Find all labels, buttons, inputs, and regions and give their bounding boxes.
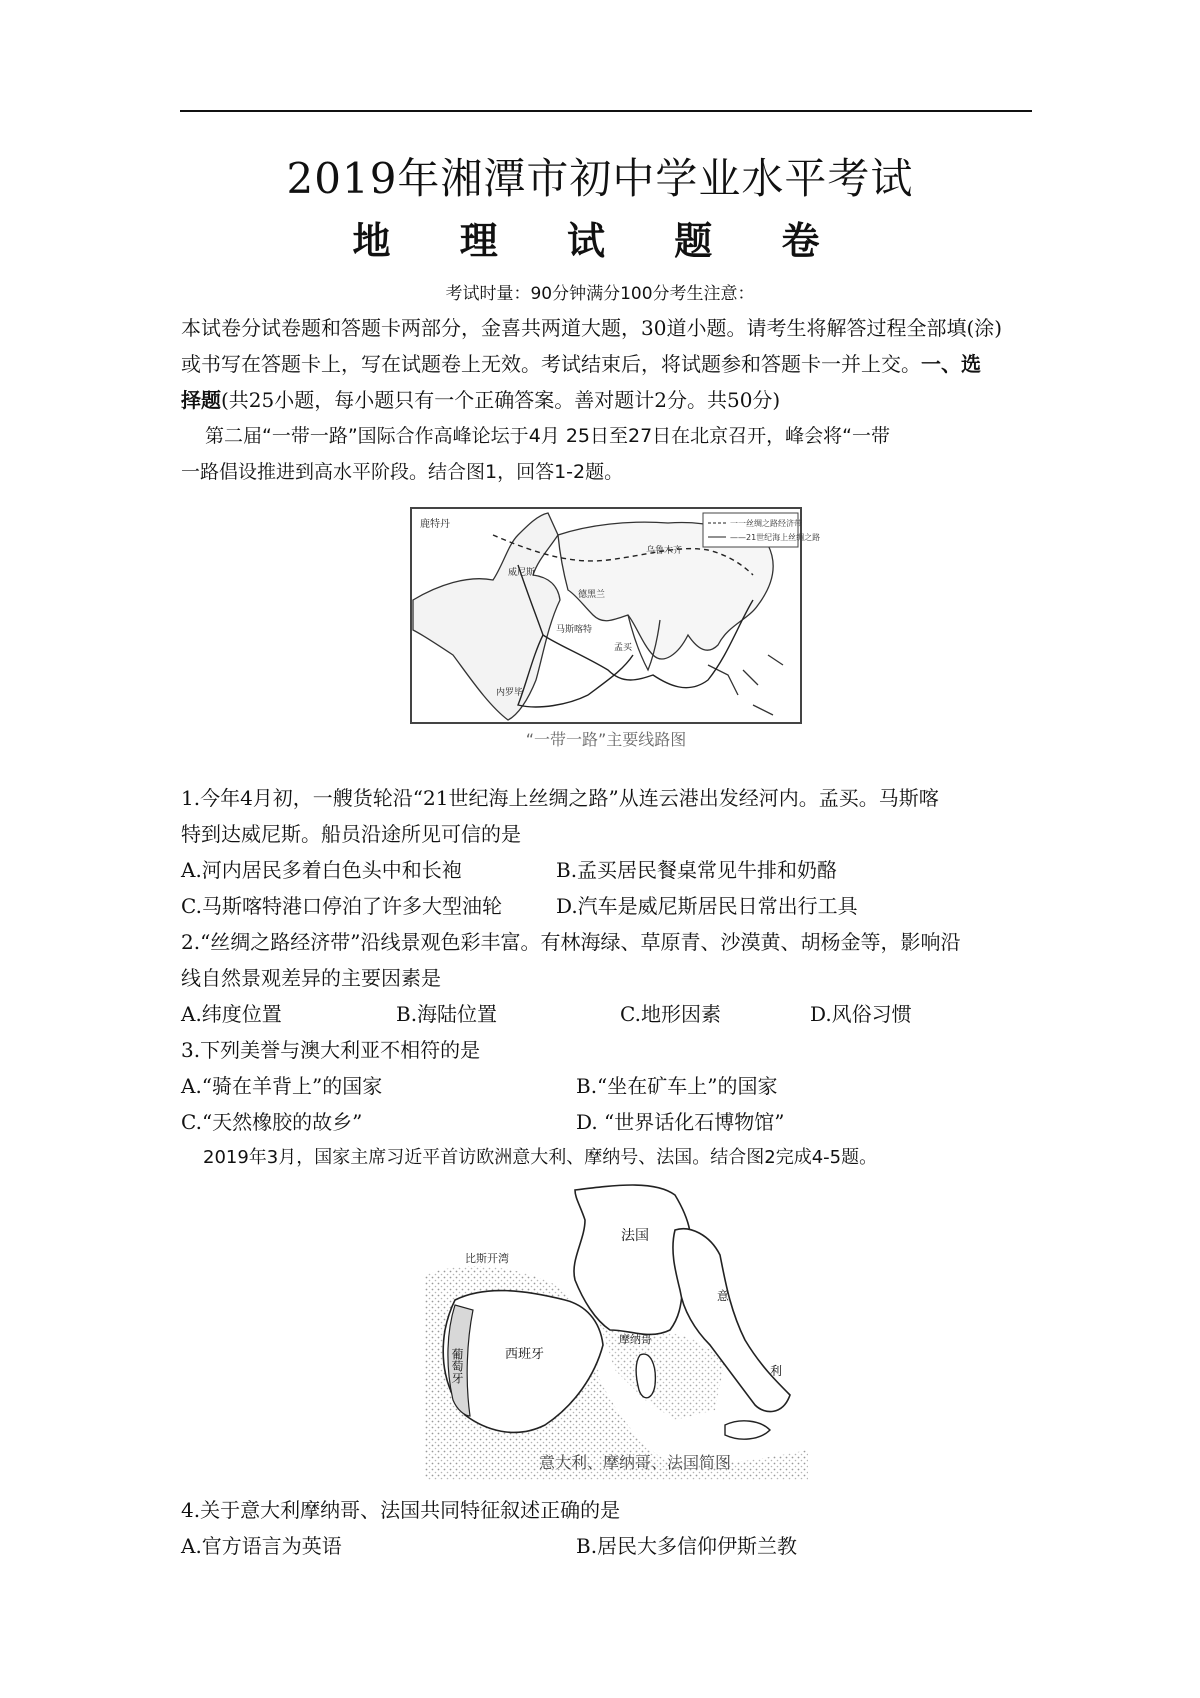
- label-spain: 西班牙: [505, 1347, 545, 1362]
- q3-option-b: B.“坐在矿车上”的国家: [576, 1074, 778, 1098]
- europe-map: [425, 1180, 808, 1480]
- label-tehran: 德黑兰: [578, 590, 606, 600]
- label-muscat: 马斯喀特: [556, 625, 593, 635]
- label-italy-2: 利: [770, 1364, 783, 1378]
- legend-sea: ——21世纪海上丝绸之路: [730, 533, 821, 542]
- q4-option-a: A.官方语言为英语: [181, 1534, 342, 1558]
- q1-option-c: C.马斯喀特港口停泊了许多大型油轮: [181, 894, 502, 918]
- label-rotterdam: 鹿特丹: [420, 519, 450, 530]
- label-italy-1: 意: [717, 1289, 730, 1303]
- figure1-caption: “一带一路”主要线路图: [525, 730, 687, 749]
- q3-option-c: C.“天然橡胶的故乡”: [181, 1110, 363, 1134]
- instructions-line-1: 本试卷分试卷题和答题卡两部分，金喜共两道大题，30道小题。请考生将解答过程全部填(涂): [181, 316, 1003, 340]
- label-urumqi: 乌鲁木齐: [646, 546, 683, 556]
- section-title-a: 一、选: [921, 352, 981, 376]
- label-mumbai: 孟买: [614, 643, 633, 653]
- intro1-line-1: 第二届“一带一路”国际合作高峰论坛于4月 25日至27日在北京召开，峰会将“一带: [205, 425, 891, 447]
- q4-option-b: B.居民大多信仰伊斯兰教: [576, 1534, 798, 1558]
- label-portugal: 葡萄牙: [450, 1348, 464, 1384]
- label-france: 法国: [621, 1228, 649, 1244]
- section-line: [181, 382, 780, 418]
- q4-stem-1: 4.关于意大利摩纳哥、法国共同特征叙述正确的是: [181, 1498, 621, 1522]
- intro2-line-1: 2019年3月，国家主席习近平首访欧洲意大利、摩纳号、法国。结合图2完成4-5题。: [203, 1147, 878, 1168]
- q2-option-b: B.海陆位置: [396, 1002, 498, 1026]
- label-venice: 威尼斯: [508, 568, 536, 578]
- section-note: (共25小题，每小题只有一个正确答案。善对题计2分。共50分): [221, 388, 781, 412]
- q2-option-c: C.地形因素: [620, 1002, 721, 1026]
- exam-title: 2019年湘潭市初中学业水平考试: [286, 154, 914, 203]
- label-biscay: 比斯开湾: [465, 1252, 509, 1265]
- q3-option-a: A.“骑在羊背上”的国家: [181, 1074, 383, 1098]
- q2-option-a: A.纬度位置: [181, 1002, 282, 1026]
- q1-option-b: B.孟买居民餐桌常见牛排和奶酪: [556, 858, 838, 882]
- belt-road-map-svg: [408, 505, 821, 757]
- label-monaco: 摩纳哥: [619, 1333, 652, 1346]
- time-note: 考试时量：90分钟满分100分考生注意：: [445, 284, 755, 304]
- top-rule: [180, 110, 1032, 112]
- q1-stem-1: 1.今年4月初，一艘货轮沿“21世纪海上丝绸之路”从连云港出发经河内。孟买。马斯喀: [181, 786, 939, 810]
- q1-option-a: A.河内居民多着白色头中和长袍: [181, 858, 462, 882]
- intro1-line-2: 一路倡设推进到高水平阶段。结合图1，回答1-2题。: [181, 461, 624, 483]
- q2-option-d: D.风俗习惯: [810, 1002, 912, 1026]
- q3-stem-1: 3.下列美誉与澳大利亚不相符的是: [181, 1038, 481, 1062]
- figure2-caption: 意大利、摩纳哥、法国简图: [538, 1453, 731, 1472]
- q3-option-d: D. “世界话化石博物馆”: [576, 1110, 785, 1134]
- legend-land: 一一丝绸之路经济带: [730, 519, 802, 528]
- instructions-line-2: 或书写在答题卡上，写在试题卷上无效。考试结束后，将试题参和答题卡一并上交。一、选: [181, 352, 981, 376]
- section-title-b: 择题: [181, 388, 221, 412]
- label-nairobi: 内罗毕: [496, 688, 524, 698]
- belt-road-map: [408, 505, 821, 757]
- q1-stem-2: 特到达威尼斯。船员沿途所见可信的是: [181, 822, 521, 846]
- exam-subtitle: 地 理 试 题 卷: [352, 219, 848, 263]
- europe-map-svg: [425, 1180, 808, 1480]
- q2-stem-1: 2.“丝绸之路经济带”沿线景观色彩丰富。有林海绿、草原青、沙漠黄、胡杨金等，影响沿: [181, 930, 961, 954]
- q1-option-d: D.汽车是威尼斯居民日常出行工具: [556, 894, 858, 918]
- q2-stem-2: 线自然景观差异的主要因素是: [181, 966, 441, 990]
